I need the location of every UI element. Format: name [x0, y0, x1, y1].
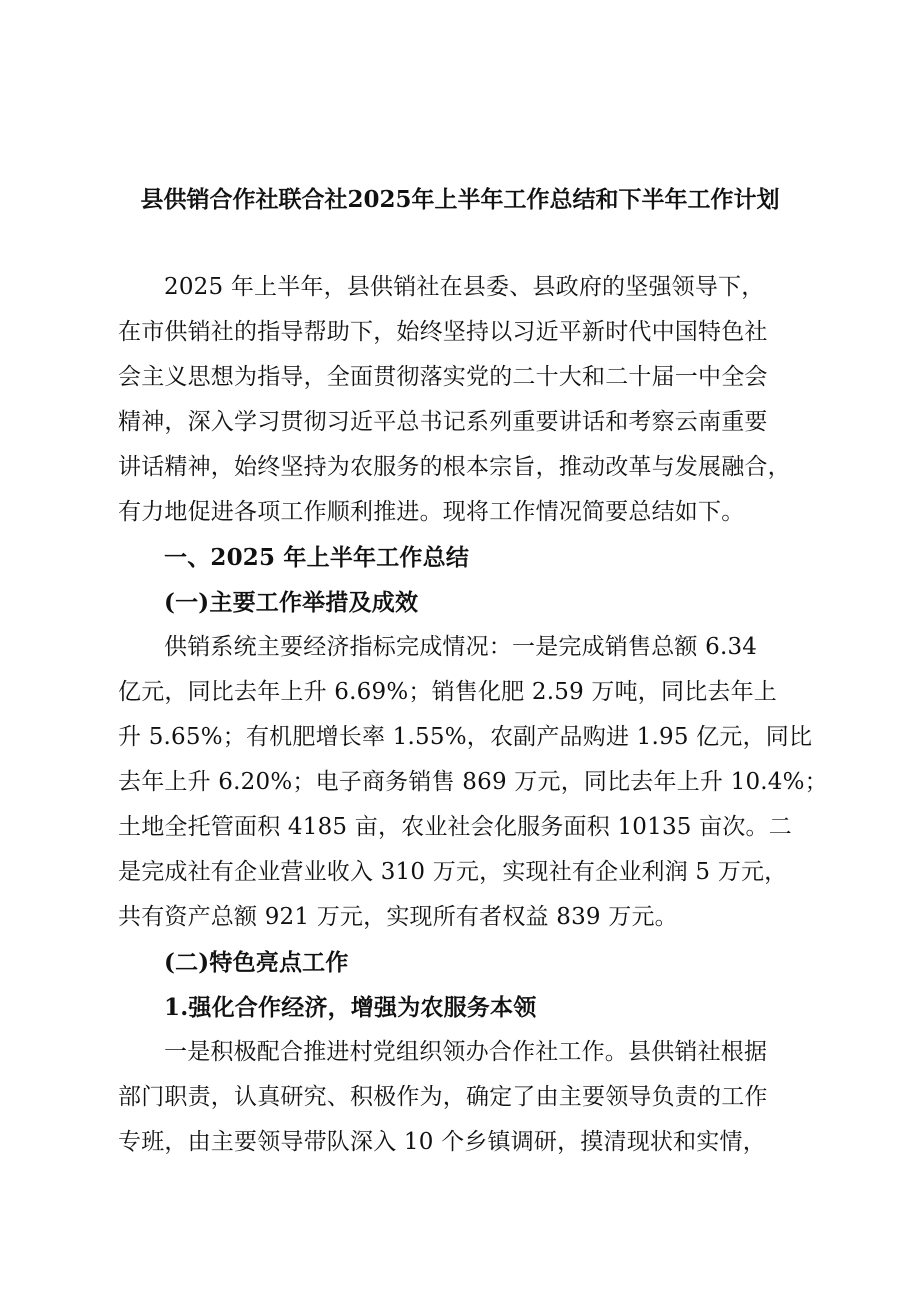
body-line-11: 升 5.65%；有机肥增长率 1.55%，农副产品购进 1.95 亿元，同比: [118, 724, 813, 750]
subsection-heading-2: (二)特色亮点工作: [164, 949, 349, 976]
body-line-18: 一是积极配合推进村党组织领办合作社工作。县供销社根据: [164, 1039, 768, 1065]
document-title: 县供销合作社联合社2025年上半年工作总结和下半年工作计划: [140, 186, 780, 213]
section-heading-1: 一、2025 年上半年工作总结: [164, 544, 470, 571]
document-body: [118, 265, 828, 1165]
body-line-6: 有力地促进各项工作顺利推进。现将工作情况简要总结如下。: [118, 499, 745, 525]
body-line-12: 去年上升 6.20%；电子商务销售 869 万元，同比去年上升 10.4%；: [118, 769, 828, 795]
subsection-heading-1: (一)主要工作举措及成效: [164, 589, 419, 616]
body-line-20: 专班，由主要领导带队深入 10 个乡镇调研，摸清现状和实情，: [118, 1129, 766, 1155]
body-line-1: 2025 年上半年，县供销社在县委、县政府的坚强领导下，: [164, 274, 765, 300]
body-line-10: 亿元，同比去年上升 6.69%；销售化肥 2.59 万吨，同比去年上: [118, 679, 778, 705]
body-line-4: 精神，深入学习贯彻习近平总书记系列重要讲话和考察云南重要: [118, 409, 768, 435]
body-line-9: 供销系统主要经济指标完成情况：一是完成销售总额 6.34: [164, 634, 758, 660]
body-line-13: 土地全托管面积 4185 亩，农业社会化服务面积 10135 亩次。二: [118, 814, 792, 840]
body-line-14: 是完成社有企业营业收入 310 万元，实现社有企业利润 5 万元，: [118, 859, 788, 885]
body-line-3: 会主义思想为指导，全面贯彻落实党的二十大和二十届一中全会: [118, 364, 768, 390]
body-line-15: 共有资产总额 921 万元，实现所有者权益 839 万元。: [118, 904, 678, 930]
body-line-5: 讲话精神，始终坚持为农服务的根本宗旨，推动改革与发展融合，: [118, 454, 791, 480]
body-line-19: 部门职责，认真研究、积极作为，确定了由主要领导负责的工作: [118, 1084, 768, 1110]
item-heading-1: 1.强化合作经济，增强为农服务本领: [164, 994, 537, 1021]
body-line-2: 在市供销社的指导帮助下，始终坚持以习近平新时代中国特色社: [118, 319, 768, 345]
